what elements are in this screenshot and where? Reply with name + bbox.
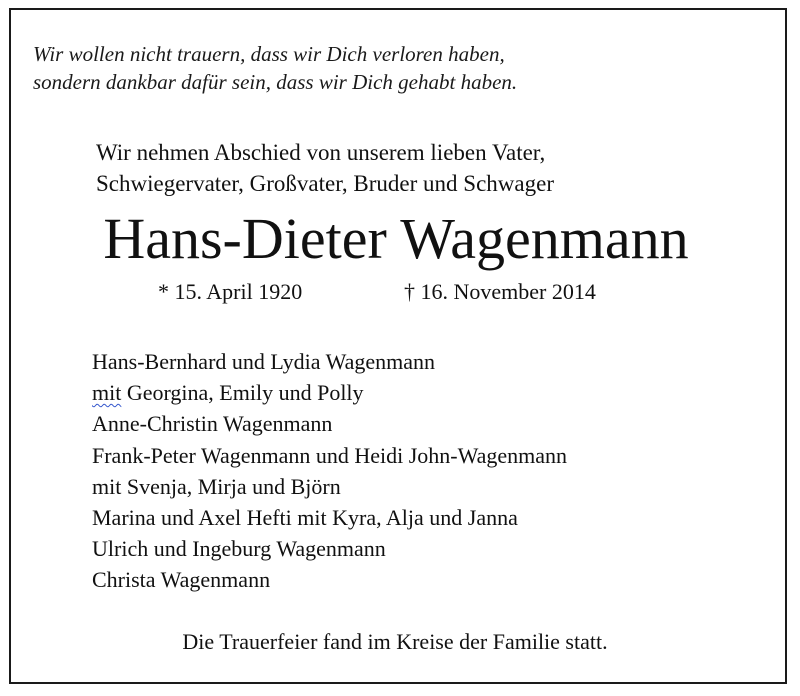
memorial-quote (33, 40, 517, 96)
family-line: Anne-Christin Wagenmann (92, 411, 333, 437)
family-line-text: Georgina, Emily und Polly (121, 380, 364, 406)
funeral-notice-text: Die Trauerfeier fand im Kreise der Familie statt. (182, 629, 608, 654)
family-line: Ulrich und Ingeburg Wagenmann (92, 536, 386, 562)
family-line: Hans-Bernhard und Lydia Wagenmann (92, 349, 436, 374)
family-line (92, 377, 567, 408)
intro-line: Wir nehmen Abschied von unserem lieben Vater, (96, 140, 546, 165)
family-line: mit Svenja, Mirja und Björn (92, 473, 341, 499)
birth-date: * 15. April 1920 (158, 279, 303, 304)
family-line: Marina und Axel Hefti mit Kyra, Alja und Janna (92, 505, 518, 531)
death-date: † 16. November 2014 (404, 279, 596, 304)
farewell-intro (96, 137, 554, 199)
deceased-name-heading (0, 206, 800, 272)
family-line: Christa Wagenmann (92, 567, 271, 593)
quote-line: Wir wollen nicht trauern, dass wir Dich verloren haben, (33, 42, 505, 66)
family-mourners-list (92, 346, 567, 596)
spellcheck-flagged-word: mit (92, 380, 122, 406)
intro-line: Schwiegervater, Großvater, Bruder und Schwager (96, 171, 554, 196)
deceased-name: Hans-Dieter Wagenmann (103, 206, 689, 271)
quote-line: sondern dankbar dafür sein, dass wir Dich gehabt haben. (33, 70, 518, 94)
family-line: Frank-Peter Wagenmann und Heidi John-Wagenmann (92, 442, 568, 468)
funeral-notice (0, 628, 800, 656)
